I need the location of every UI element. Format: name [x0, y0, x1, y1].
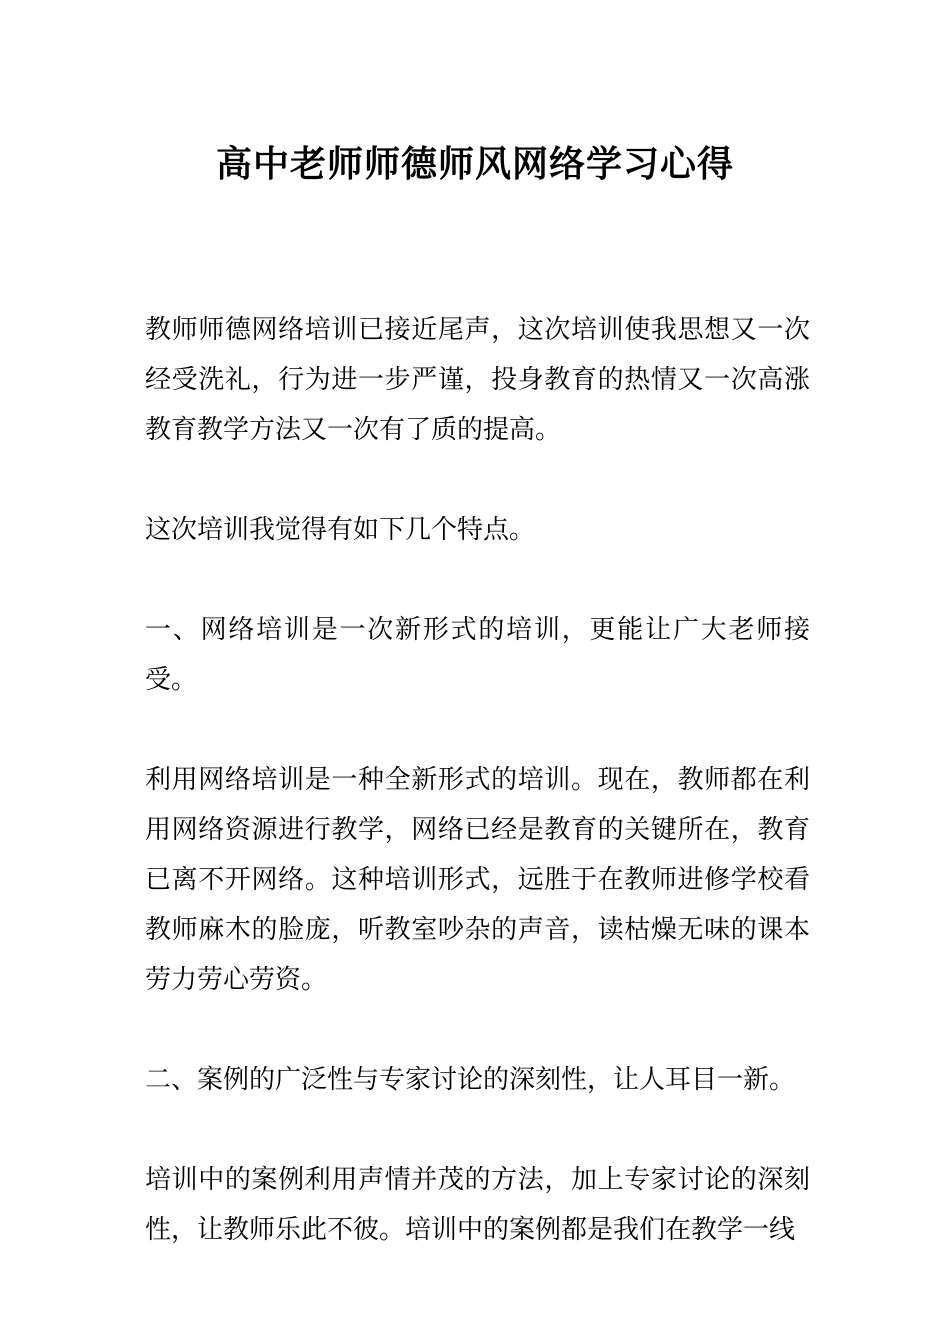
- document-body: [145, 305, 810, 1255]
- document-title: 高中老师师德师风网络学习心得: [215, 144, 734, 185]
- paragraph-spacer: [145, 455, 810, 505]
- paragraph-spacer: [145, 1105, 810, 1155]
- paragraph-features: 这次培训我觉得有如下几个特点。: [145, 515, 536, 545]
- paragraph-spacer: [145, 705, 810, 755]
- paragraph-cases: 培训中的案例利用声情并茂的方法，加上专家讨论的深刻性，让教师乐此不彼。培训中的案例都是我们在教学一线: [145, 1165, 810, 1245]
- section-heading-one: 一、网络培训是一次新形式的培训，更能让广大老师接受。: [145, 615, 810, 695]
- paragraph-spacer: [145, 555, 810, 605]
- section-heading-two: 二、案例的广泛性与专家讨论的深刻性，让人耳目一新。: [145, 1065, 796, 1095]
- paragraph-spacer: [145, 1005, 810, 1055]
- paragraph-intro: 教师师德网络培训已接近尾声，这次培训使我思想又一次经受洗礼，行为进一步严谨，投身教育的热情又一次高涨教育教学方法又一次有了质的提高。: [145, 315, 810, 445]
- paragraph-network-training: 利用网络培训是一种全新形式的培训。现在，教师都在利用网络资源进行教学，网络已经是教育的关键所在，教育已离不开网络。这种培训形式，远胜于在教师进修学校看教师麻木的脸庞，听教室吵杂的声音，读枯燥无味的课本劳力劳心劳资。: [145, 765, 810, 995]
